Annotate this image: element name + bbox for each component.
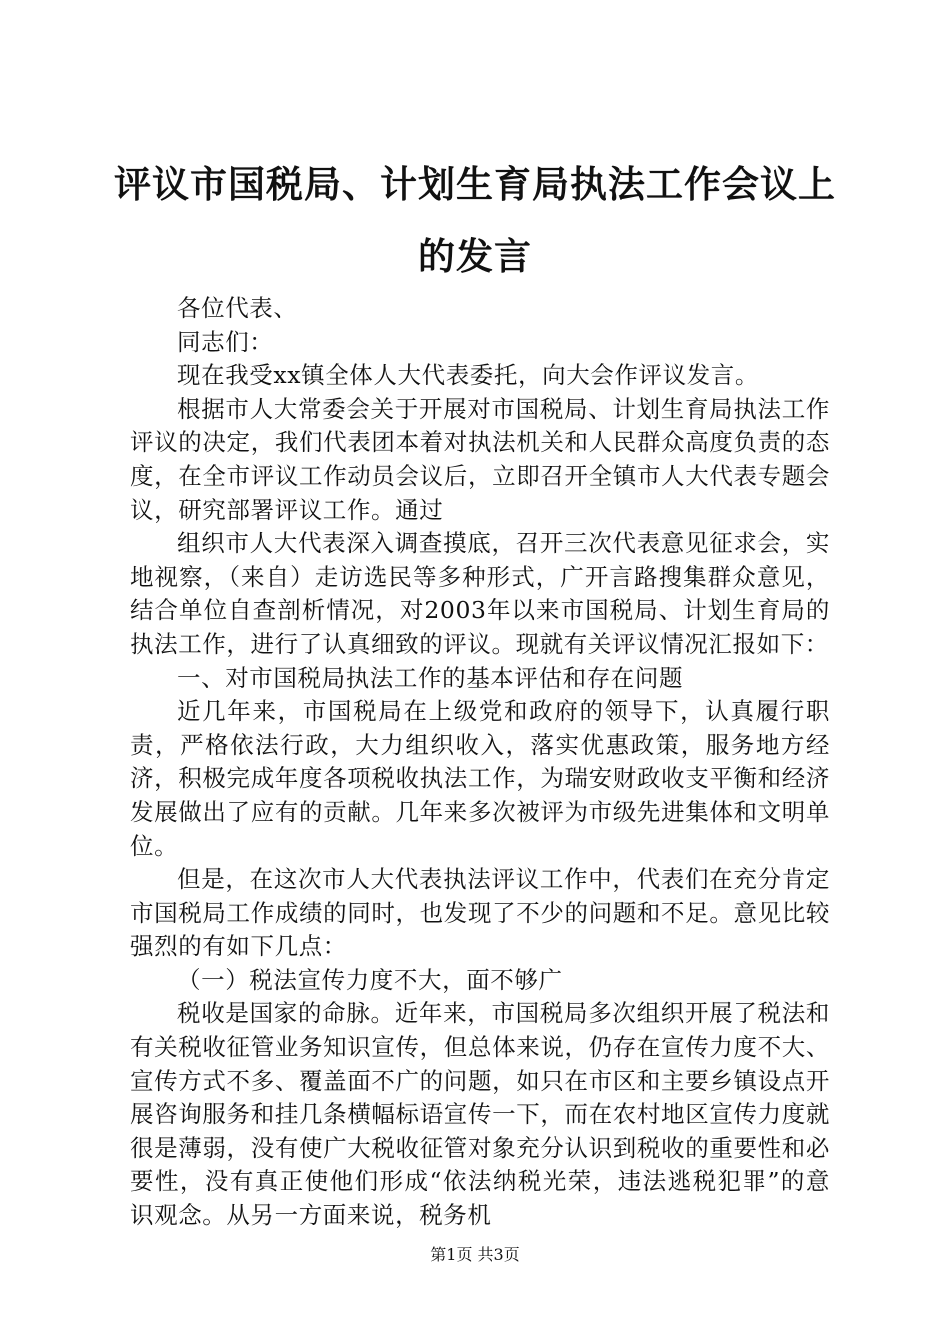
page-footer: 第1页 共3页 [430, 1245, 520, 1264]
paragraph: 同志们： [177, 327, 274, 356]
paragraph: 现在我受xx镇全体人大代表委托，向大会作评议发言。 [177, 361, 760, 390]
paragraph: 但是，在这次市人大代表执法评议工作中，代表们在充分肯定市国税局工作成绩的同时，也发现了不少的问题和不足。意见比较强烈的有如下几点： [130, 865, 830, 961]
paragraph: 各位代表、 [177, 294, 298, 322]
subsection-heading: （一）税法宣传力度不大，面不够广 [177, 965, 563, 994]
paragraph: 根据市人大常委会关于开展对市国税局、计划生育局执法工作评议的决定，我们代表团本着对执法机关和人民群众高度负责的态度，在全市评议工作动员会议后，立即召开全镇市人大代表专题会议，研究部署评议工作。通过 [130, 394, 830, 524]
document-title: 评议市国税局、计划生育局执法工作会议上的发言 [114, 162, 836, 278]
paragraph: 组织市人大代表深入调查摸底，召开三次代表意见征求会，实地视察，（来自）走访选民等多种形式，广开言路搜集群众意见，结合单位自查剖析情况，对2003年以来市国税局、计划生育局的执法工作，进行了认真细致的评议。现就有关评议情况汇报如下： [130, 529, 830, 658]
section-heading: 一、对市国税局执法工作的基本评估和存在问题 [177, 663, 684, 692]
paragraph: 税收是国家的命脉。近年来，市国税局多次组织开展了税法和有关税收征管业务知识宣传，但总体来说，仍存在宣传力度不大、宣传方式不多、覆盖面不广的问题，如只在市区和主要乡镇设点开展咨询服务和挂几条横幅标语宣传一下，而在农村地区宣传力度就很是薄弱，没有使广大税收征管对象充分认识到税收的重要性和必要性，没有真正使他们形成“依法纳税光荣，违法逃税犯罪”的意识观念。从另一方面来说，税务机 [130, 999, 830, 1230]
document-body [130, 292, 830, 1233]
paragraph: 近几年来，市国税局在上级党和政府的领导下，认真履行职责，严格依法行政，大力组织收入，落实优惠政策，服务地方经济，积极完成年度各项税收执法工作，为瑞安财政收支平衡和经济发展做出了应有的贡献。几年来多次被评为市级先进集体和文明单位。 [130, 697, 830, 860]
